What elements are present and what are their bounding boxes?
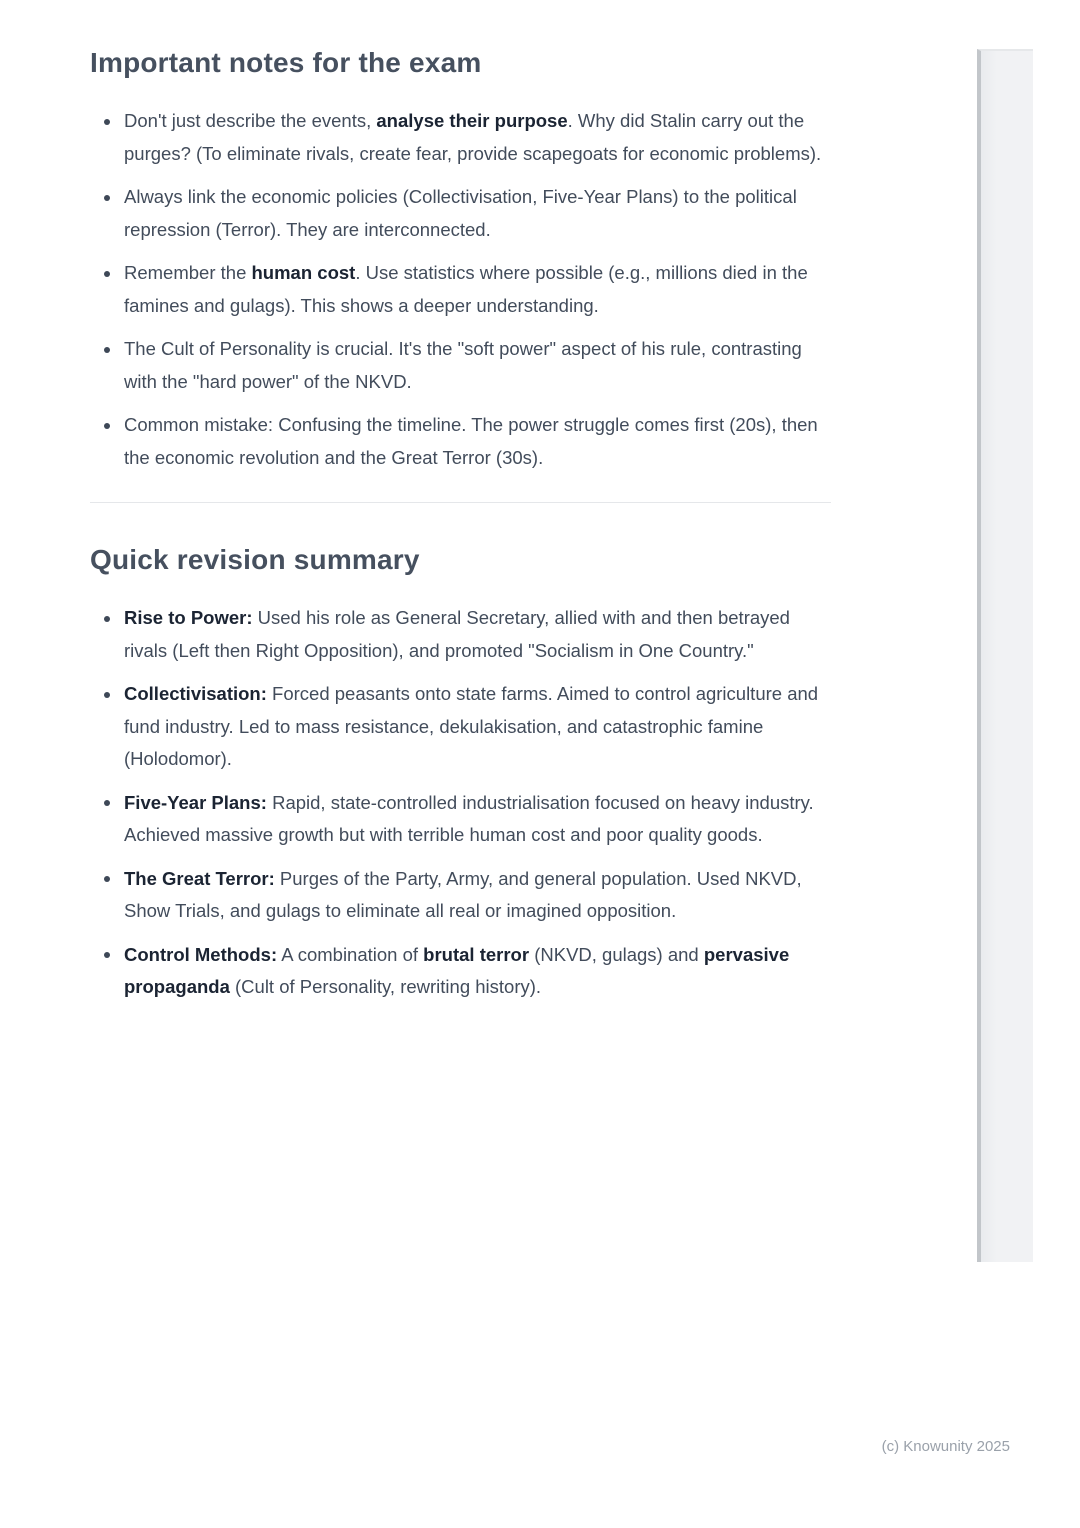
bullet-text: (NKVD, gulags) and <box>529 943 704 965</box>
list-item <box>90 939 831 1004</box>
bullet-list-revision-summary <box>90 602 831 1004</box>
list-item <box>90 333 831 398</box>
bullet-text-bold: analyse their purpose <box>376 110 568 131</box>
bullet-text: Don't just describe the events, <box>124 110 377 131</box>
list-item <box>90 787 831 852</box>
bullet-text: (Cult of Personality, rewriting history). <box>229 976 542 997</box>
bullet-text-bold: The Great Terror: <box>124 867 275 889</box>
list-item <box>90 602 831 667</box>
bullet-text: . Why did Stalin carry out the purges? (To eliminate rivals, create fear, provide scapegoats for economic problems). <box>124 110 822 164</box>
bullet-text: Always link the economic policies (Collectivisation, Five-Year Plans) to the political repression (Terror). They are interconnected. <box>124 186 797 240</box>
bullet-text: Purges of the Party, Army, and general population. Used NKVD, Show Trials, and gulags to eliminate all real or imagined opposition. <box>124 867 802 921</box>
bullet-text-bold: brutal terror <box>423 943 530 965</box>
bullet-text: The Cult of Personality is crucial. It's the "soft power" aspect of his rule, contrasting with the "hard power" of the NKVD. <box>124 338 802 392</box>
bullet-text-bold: Five-Year Plans: <box>124 791 267 813</box>
bullet-text-bold: pervasive propaganda <box>124 943 790 997</box>
list-item <box>90 257 831 322</box>
list-item <box>90 105 831 170</box>
bullet-text-bold: Rise to Power: <box>124 607 253 628</box>
bullet-list-exam-notes <box>90 105 831 474</box>
bullet-text: Used his role as General Secretary, allied with and then betrayed rivals (Left then Right Opposition), and promoted "Socialism in One Country." <box>124 607 790 661</box>
list-item <box>90 409 831 474</box>
section-title-exam-notes: Important notes for the exam <box>90 47 482 78</box>
page-edge-strip <box>977 49 1033 1262</box>
bullet-text-bold: Control Methods: <box>124 943 278 965</box>
list-item <box>90 678 831 776</box>
list-item <box>90 863 831 928</box>
bullet-text: Rapid, state-controlled industrialisation focused on heavy industry. Achieved massive growth but with terrible human cost and poor quality goods. <box>124 791 814 845</box>
section-revision-summary <box>90 541 831 1004</box>
document-content <box>90 44 831 1015</box>
bullet-text: A combination of <box>277 943 424 965</box>
copyright-text: (c) Knowunity 2025 <box>881 1438 1010 1455</box>
bullet-text: Remember the <box>124 262 252 283</box>
section-title-revision-summary: Quick revision summary <box>90 544 420 575</box>
bullet-text-bold: Collectivisation: <box>124 683 267 704</box>
bullet-text-bold: human cost <box>251 262 356 283</box>
list-item <box>90 181 831 246</box>
section-exam-notes <box>90 44 831 474</box>
bullet-text: Forced peasants onto state farms. Aimed to control agriculture and fund industry. Led to mass resistance, dekulakisation, and catastrophic famine (Holodomor). <box>124 683 819 769</box>
bullet-text: Common mistake: Confusing the timeline. The power struggle comes first (20s), then the economic revolution and the Great Terror (30s). <box>124 414 818 468</box>
bullet-text: . Use statistics where possible (e.g., millions died in the famines and gulags). This shows a deeper understanding. <box>124 262 808 316</box>
section-divider <box>90 502 831 503</box>
